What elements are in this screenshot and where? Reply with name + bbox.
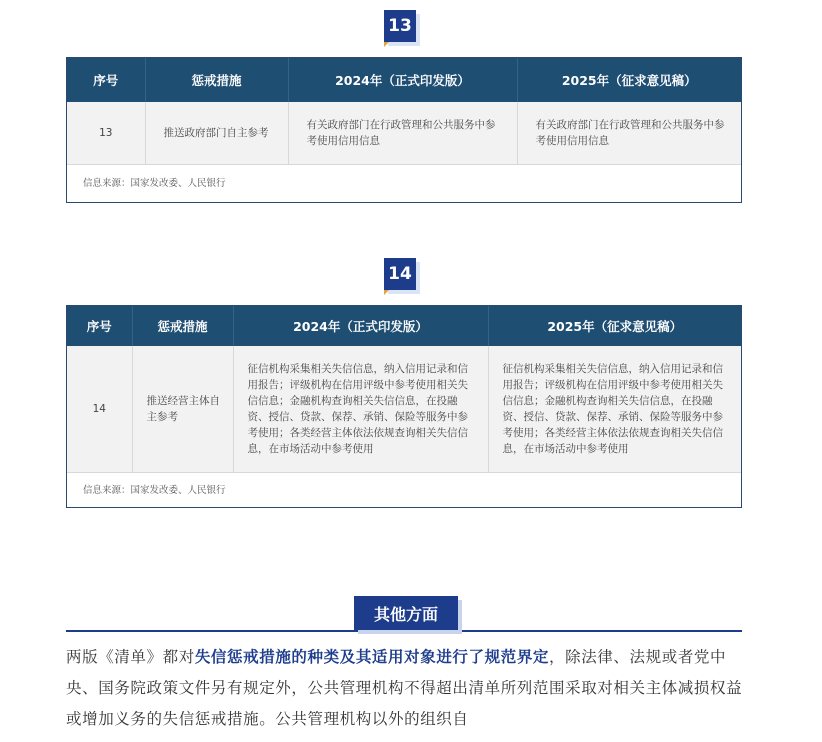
paragraph-highlight: 失信惩戒措施的种类及其适用对象进行了规范界定 — [194, 648, 550, 666]
section-title: 其他方面 — [354, 596, 458, 630]
cell-measure: 推送经营主体自主参考 — [132, 346, 233, 472]
table-header-row — [67, 58, 741, 102]
table-14 — [66, 305, 742, 508]
cell-2024: 征信机构采集相关失信信息，纳入信用记录和信用报告；评级机构在信用评级中参考使用相关失信信息；金融机构查询相关失信信息，在投融资、授信、贷款、保荐、承销、保险等服务中参考使用；各类经营主体依法依规查询相关失信信息，在市场活动中参考使用 — [233, 346, 488, 472]
cell-2024: 有关政府部门在行政管理和公共服务中参考使用信用信息 — [288, 102, 517, 164]
cell-measure: 推送政府部门自主参考 — [145, 102, 288, 164]
header-2024: 2024年（正式印发版） — [288, 58, 517, 102]
source-note: 信息来源：国家发改委、人民银行 — [83, 177, 226, 189]
cell-2025: 征信机构采集相关失信信息，纳入信用记录和信用报告；评级机构在信用评级中参考使用相关失信信息；金融机构查询相关失信信息，在投融资、授信、贷款、保荐、承销、保险等服务中参考使用；各类经营主体依法依规查询相关失信信息，在市场活动中参考使用 — [488, 346, 741, 472]
cell-index: 13 — [67, 102, 145, 164]
source-note: 信息来源：国家发改委、人民银行 — [83, 484, 226, 496]
paragraph-prefix: 两版《清单》都对 — [66, 648, 195, 666]
badge-number: 14 — [384, 258, 416, 290]
header-2024: 2024年（正式印发版） — [233, 306, 488, 346]
header-2025: 2025年（征求意见稿） — [488, 306, 741, 346]
body-paragraph — [66, 642, 756, 735]
block-14-badge — [384, 258, 420, 294]
header-index: 序号 — [67, 306, 132, 346]
table-14-grid — [67, 306, 741, 473]
table-row — [67, 102, 741, 164]
paragraph-suffix: ，除法律、法规或者党中央、国务院政策文件另有规定外，公共管理机构不得超出清单所列范围采取对相关主体减损权益或增加义务的失信惩戒措施。公共管理机构以外的组织自 — [66, 648, 743, 728]
table-13 — [66, 57, 742, 203]
header-index: 序号 — [67, 58, 145, 102]
cell-2025: 有关政府部门在行政管理和公共服务中参考使用信用信息 — [517, 102, 741, 164]
block-13-badge — [384, 10, 420, 46]
badge-number: 13 — [384, 10, 416, 42]
table-13-grid — [67, 58, 741, 165]
table-row — [67, 346, 741, 472]
table-header-row — [67, 306, 741, 346]
header-measure: 惩戒措施 — [145, 58, 288, 102]
badge-corner-accent — [384, 42, 389, 47]
header-2025: 2025年（征求意见稿） — [517, 58, 741, 102]
header-measure: 惩戒措施 — [132, 306, 233, 346]
cell-index: 14 — [67, 346, 132, 472]
badge-corner-accent — [384, 290, 389, 295]
